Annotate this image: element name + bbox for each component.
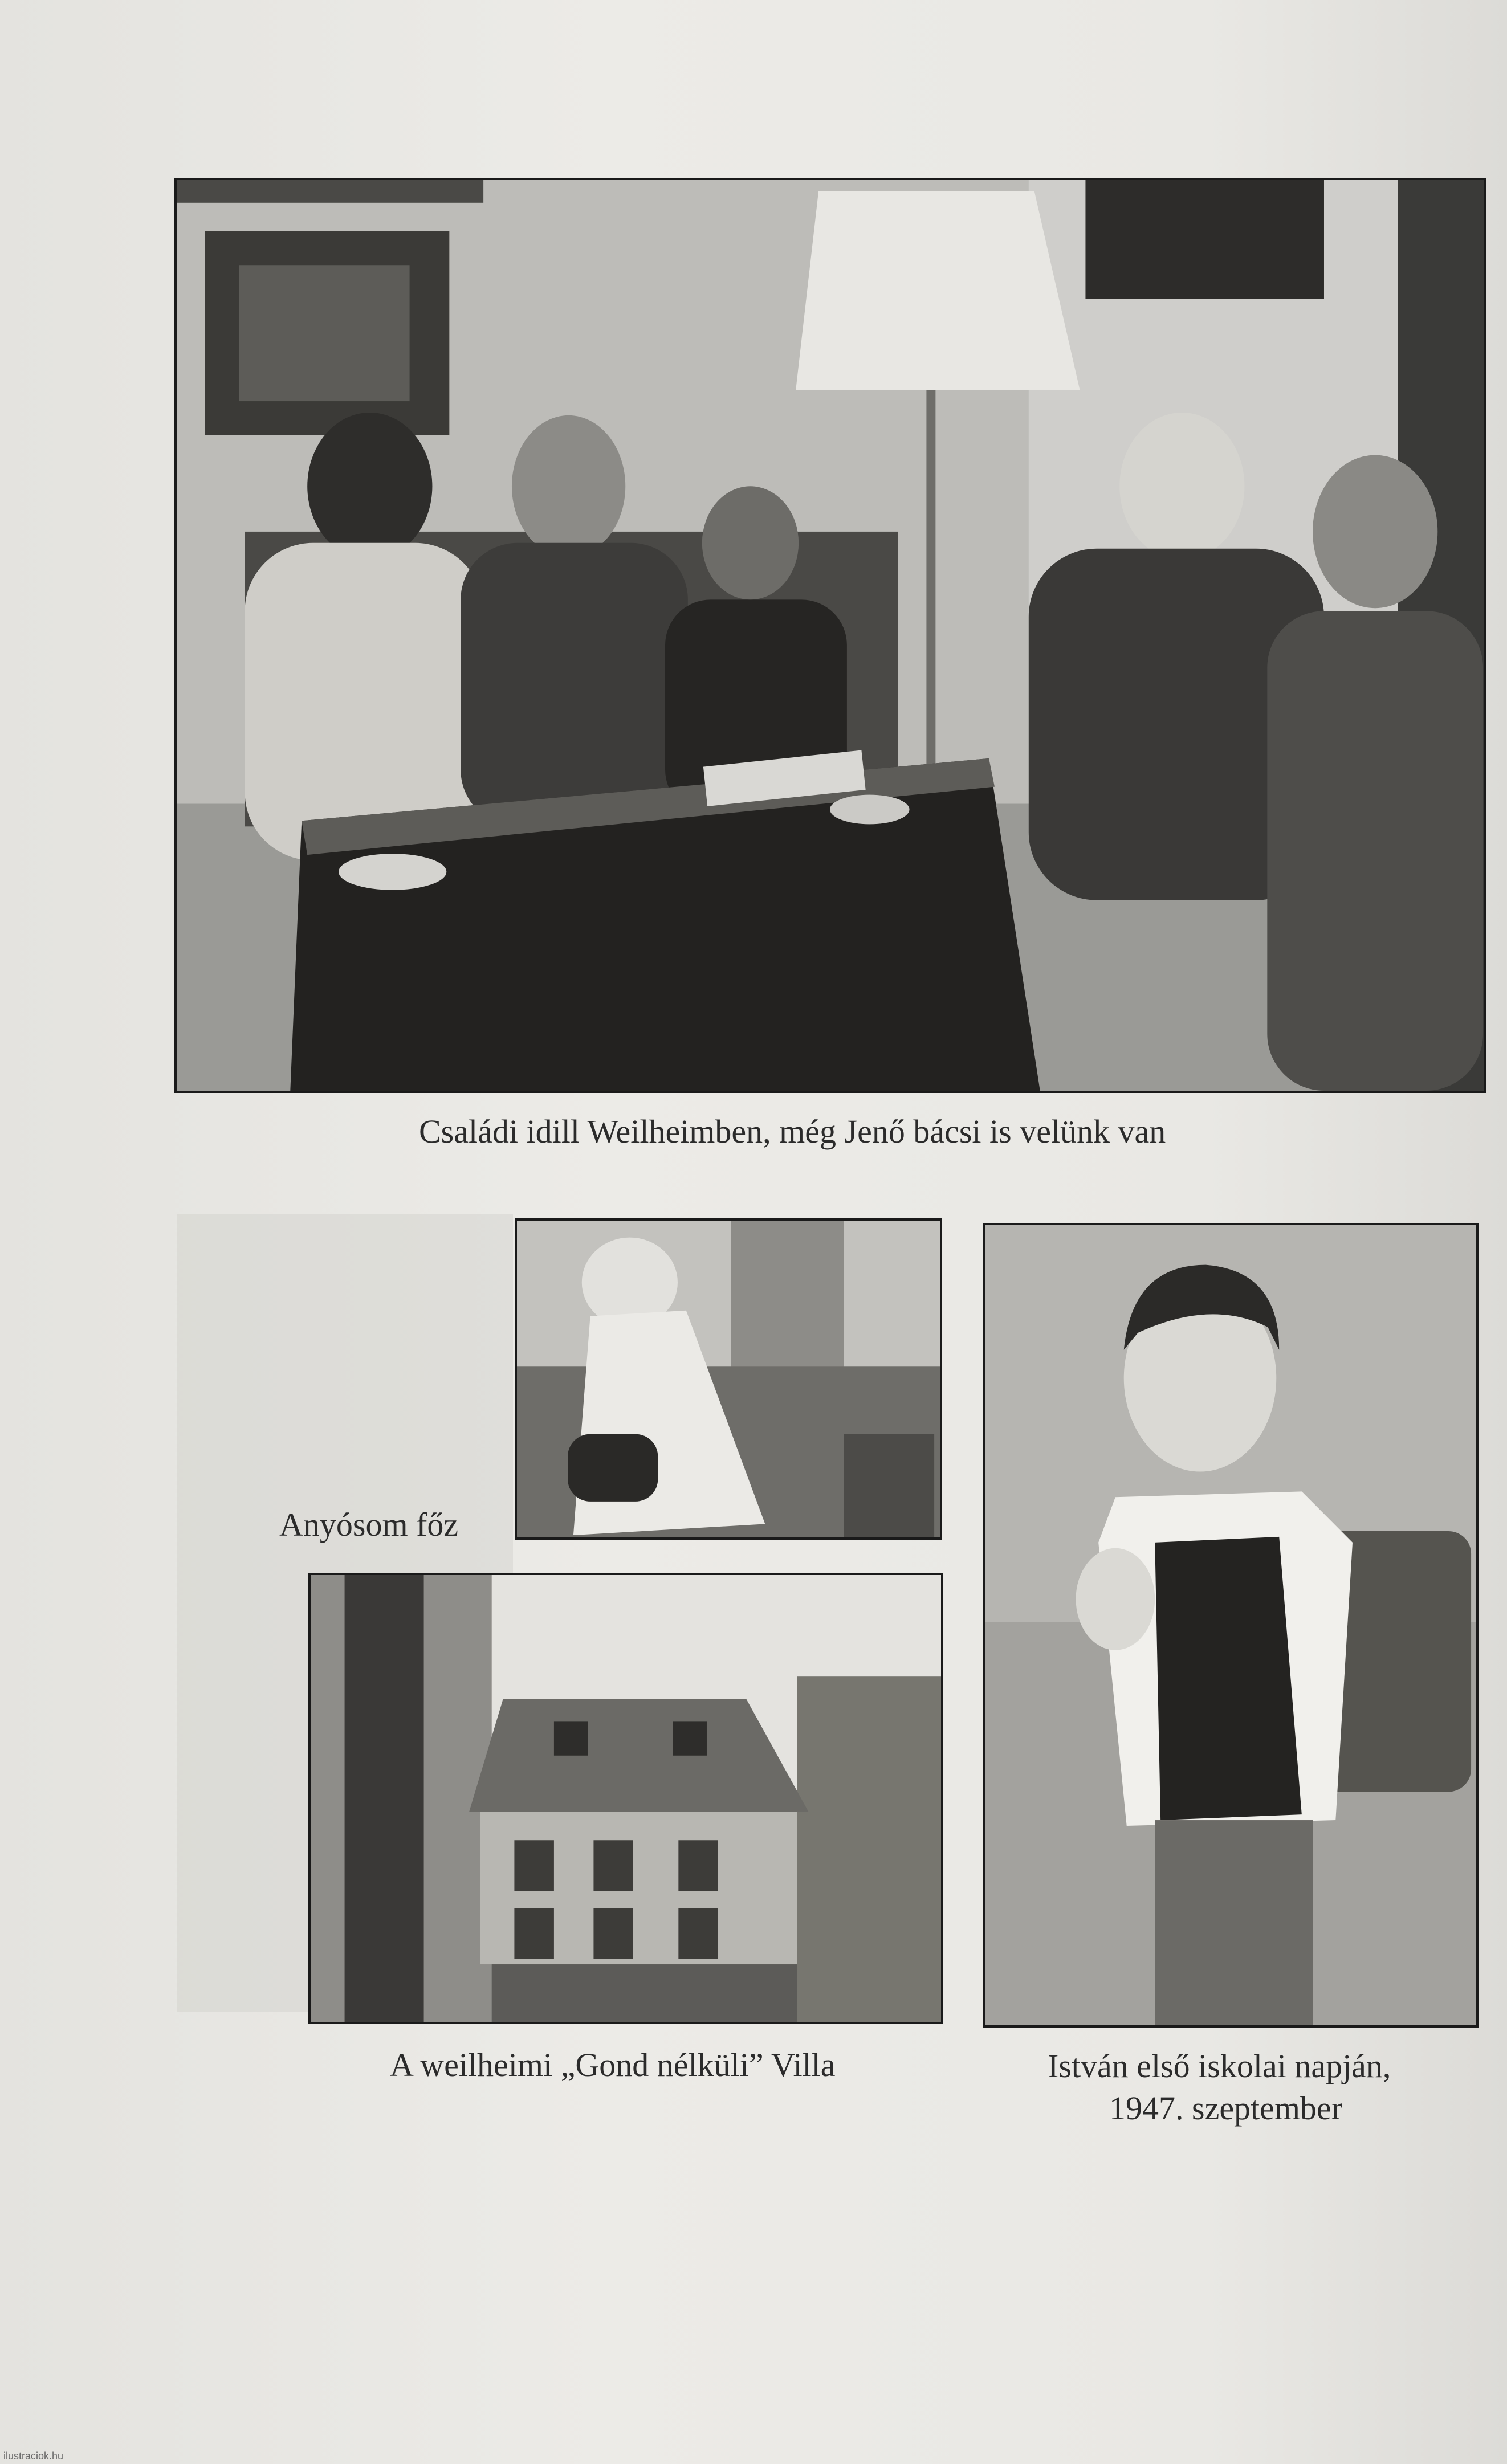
- cooking-photo: [515, 1218, 942, 1540]
- villa-photo: [308, 1573, 943, 2024]
- family-photo: [174, 178, 1486, 1093]
- schoolboy-photo: [983, 1223, 1479, 2028]
- schoolboy-photo-caption-line2: 1947. szeptember: [1109, 2090, 1343, 2127]
- cooking-photo-caption: Anyósom főz: [279, 1506, 459, 1543]
- schoolboy-photo-caption-line1: István első iskolai napján,: [1048, 2047, 1391, 2084]
- source-watermark: ilustraciok.hu: [3, 2450, 64, 2462]
- family-photo-caption: Családi idill Weilheimben, még Jenő bácsi is velünk van: [419, 1113, 1166, 1150]
- villa-photo-caption: A weilheimi „Gond nélküli” Villa: [390, 2046, 836, 2083]
